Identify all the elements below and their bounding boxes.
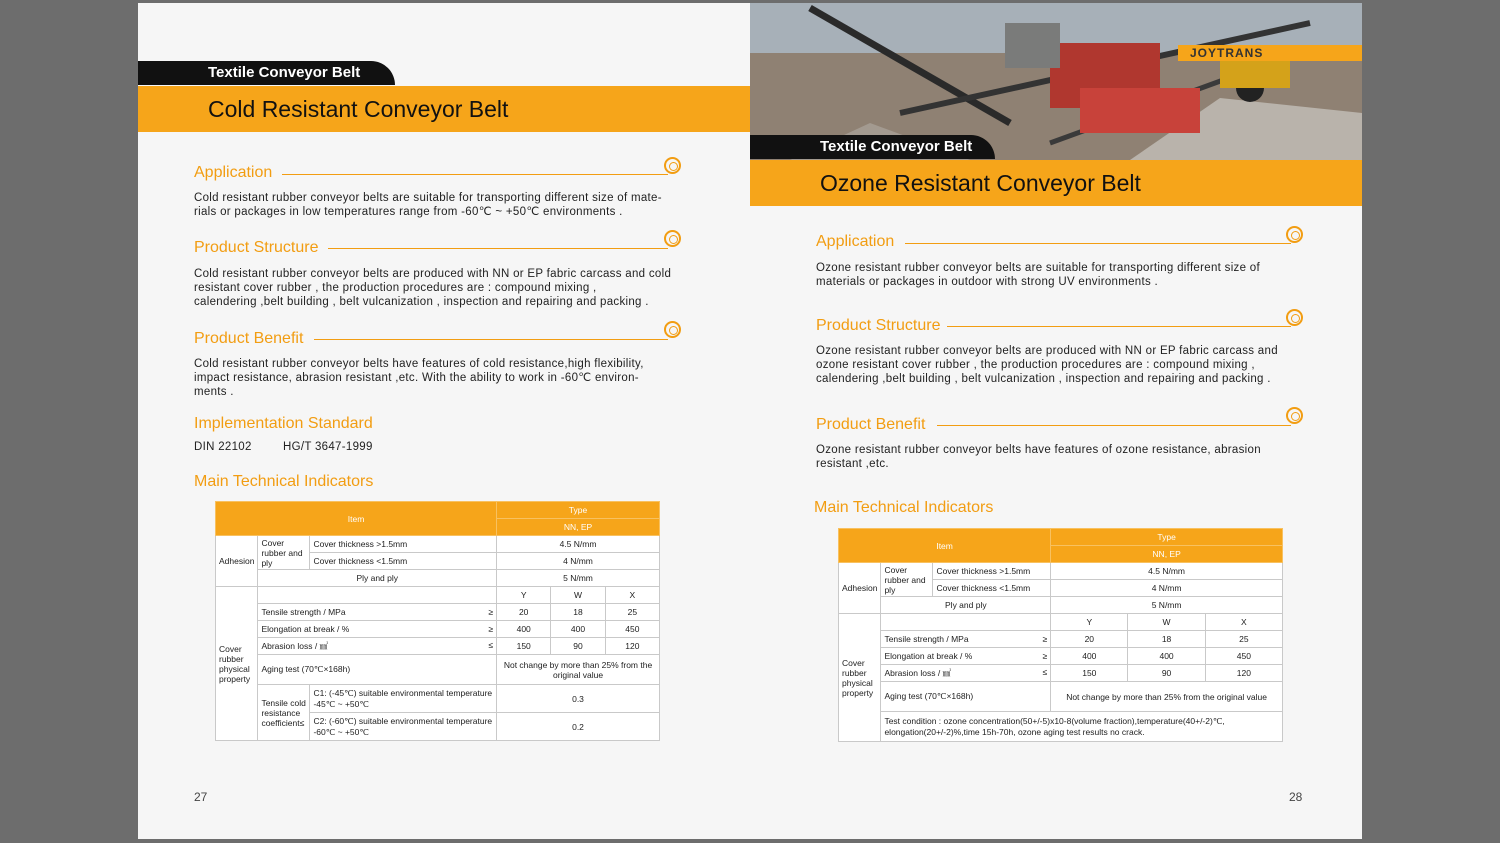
table-cell: X: [1205, 614, 1282, 631]
standard-1: DIN 22102: [194, 441, 252, 453]
table-cell: Not change by more than 25% from the original value: [497, 655, 660, 685]
spiral-icon: [1286, 407, 1303, 424]
cell-label: Abrasion loss / ㎣: [884, 668, 952, 678]
structure-text: [816, 344, 1304, 387]
table-cell: Cover thickness <1.5mm: [310, 553, 497, 570]
cell-symbol: ≥: [488, 607, 494, 617]
table-cell: 150: [1051, 665, 1128, 682]
table-cell: 25: [605, 604, 659, 621]
table-cell: 5 N/mm: [497, 570, 660, 587]
page-title: Ozone Resistant Conveyor Belt: [750, 160, 1362, 206]
table-cell: [881, 631, 1051, 648]
application-heading: Application: [816, 233, 895, 250]
standard-2: HG/T 3647-1999: [283, 441, 373, 453]
table-cell: 4.5 N/mm: [497, 536, 660, 553]
table-cell: 4 N/mm: [1051, 580, 1283, 597]
text-line: Cold resistant rubber conveyor belts are suitable for transporting different size of mate-: [194, 192, 662, 204]
text-line: resistant cover rubber , the production procedures are : compound mixing ,: [194, 282, 597, 295]
text-line: resistant ,etc.: [816, 458, 889, 471]
cell-symbol: ≤: [1042, 667, 1048, 677]
text-line: ozone resistant cover rubber , the production procedures are : compound mixing ,: [816, 359, 1255, 372]
table-cell: Cover rubber and ply: [881, 563, 933, 597]
page-28: [750, 3, 1362, 839]
heading-rule: [905, 243, 1291, 244]
table-cell: Cover rubber physical property: [216, 587, 258, 741]
table-cell: 450: [605, 621, 659, 638]
table-header-item: Item: [216, 502, 497, 536]
text-line: Cold resistant rubber conveyor belts are produced with NN or EP fabric carcass and cold: [194, 268, 672, 280]
page-title: Cold Resistant Conveyor Belt: [138, 86, 750, 132]
text-line: Ozone resistant rubber conveyor belts are produced with NN or EP fabric carcass and: [816, 345, 1278, 357]
indicators-heading: Main Technical Indicators: [814, 499, 994, 516]
table-header-type: Type: [1051, 529, 1283, 546]
table-cell: 18: [1128, 631, 1205, 648]
heading-rule: [282, 174, 668, 175]
table-header-material: NN, EP: [1051, 546, 1283, 563]
table-cell: W: [1128, 614, 1205, 631]
cell-symbol: ≥: [1042, 634, 1048, 644]
table-cell: Adhesion: [216, 536, 258, 587]
text-line: materials or packages in outdoor with strong UV environments .: [816, 276, 1159, 289]
heading-rule: [314, 339, 668, 340]
table-cell: 90: [551, 638, 605, 655]
section-tab: Textile Conveyor Belt: [138, 61, 395, 85]
table-cell: [881, 648, 1051, 665]
heading-rule: [328, 248, 668, 249]
table-cell: Cover thickness <1.5mm: [933, 580, 1051, 597]
table-cell: 20: [1051, 631, 1128, 648]
table-header-material: NN, EP: [497, 519, 660, 536]
table-cell: 400: [1051, 648, 1128, 665]
cell-label: Tensile strength / MPa: [261, 607, 346, 617]
table-cell: Not change by more than 25% from the original value: [1051, 682, 1283, 712]
table-cell: Cover thickness >1.5mm: [310, 536, 497, 553]
table-cell: C2: (-60℃) suitable environmental temperature -60℃ ~ +50℃: [310, 713, 497, 741]
cell-label: Tensile strength / MPa: [884, 634, 969, 644]
table-cell: Y: [1051, 614, 1128, 631]
text-line: calendering ,belt building , belt vulcanization , inspection and repairing and packing .: [194, 296, 649, 309]
page-number: 28: [1289, 790, 1303, 804]
benefit-heading: Product Benefit: [194, 330, 304, 347]
table-cell: C1: (-45℃) suitable environmental temperature -45℃ ~ +50℃: [310, 685, 497, 713]
spiral-icon: [664, 230, 681, 247]
benefit-text: [816, 443, 1304, 471]
application-heading: Application: [194, 164, 273, 181]
heading-rule: [947, 326, 1291, 327]
table-header-item: Item: [839, 529, 1051, 563]
page-number: 27: [194, 790, 208, 804]
text-line: impact resistance, abrasion resistant ,etc. With the ability to work in -60℃ environ-: [194, 372, 639, 385]
heading-rule: [937, 425, 1291, 426]
text-line: Ozone resistant rubber conveyor belts have features of ozone resistance, abrasion: [816, 444, 1261, 456]
cell-symbol: ≥: [1042, 651, 1048, 661]
table-cell: 400: [497, 621, 551, 638]
table-cell: Aging test (70℃×168h): [258, 655, 497, 685]
table-cell: 5 N/mm: [1051, 597, 1283, 614]
cell-label: Abrasion loss / ㎣: [261, 641, 329, 651]
application-text: [194, 191, 682, 219]
text-line: rials or packages in low temperatures range from -60℃ ~ +50℃ environments .: [194, 206, 623, 219]
table-cell: 90: [1128, 665, 1205, 682]
structure-heading: Product Structure: [194, 239, 319, 256]
text-line: Ozone resistant rubber conveyor belts are suitable for transporting different size of: [816, 262, 1260, 274]
table-cell: 20: [497, 604, 551, 621]
table-cell: 400: [551, 621, 605, 638]
table-cell: [258, 621, 497, 638]
structure-text: [194, 267, 682, 310]
table-cell: 0.3: [497, 685, 660, 713]
table-cell: 450: [1205, 648, 1282, 665]
table-cell: [258, 587, 497, 604]
table-cell: 18: [551, 604, 605, 621]
table-cell: Ply and ply: [258, 570, 497, 587]
table-cell: 4 N/mm: [497, 553, 660, 570]
table-cell: W: [551, 587, 605, 604]
table-cell: Aging test (70℃×168h): [881, 682, 1051, 712]
brand-logo: JOYTRANS: [1178, 45, 1362, 61]
brochure-spread: [138, 3, 1362, 839]
text-line: ments .: [194, 386, 234, 399]
spiral-icon: [1286, 309, 1303, 326]
cell-label: Elongation at break / %: [261, 624, 350, 634]
benefit-heading: Product Benefit: [816, 416, 926, 433]
cell-label: Elongation at break / %: [884, 651, 973, 661]
benefit-text: [194, 357, 682, 400]
table-cell: [881, 665, 1051, 682]
structure-heading: Product Structure: [816, 317, 941, 334]
cell-symbol: ≥: [488, 624, 494, 634]
spiral-icon: [664, 321, 681, 338]
table-cell: Ply and ply: [881, 597, 1051, 614]
table-cell: 25: [1205, 631, 1282, 648]
text-line: Cold resistant rubber conveyor belts have features of cold resistance,high flexibility,: [194, 358, 644, 370]
table-cell: 120: [605, 638, 659, 655]
table-cell: 120: [1205, 665, 1282, 682]
table-cell: [881, 614, 1051, 631]
technical-table: [838, 528, 1283, 742]
table-cell: Y: [497, 587, 551, 604]
indicators-heading: Main Technical Indicators: [194, 473, 374, 490]
table-cell: Cover thickness >1.5mm: [933, 563, 1051, 580]
table-cell: Test condition : ozone concentration(50+/-5)x10-8(volume fraction),temperature(40+/-2)℃, elongation(20+/-2)%,time 15h-70h, ozone aging test results no crack.: [881, 712, 1283, 742]
table-cell: 400: [1128, 648, 1205, 665]
spiral-icon: [664, 157, 681, 174]
standard-heading: Implementation Standard: [194, 415, 373, 432]
table-cell: X: [605, 587, 659, 604]
table-cell: Cover rubber and ply: [258, 536, 310, 570]
spiral-icon: [1286, 226, 1303, 243]
page-27: [138, 3, 750, 839]
cell-symbol: ≤: [488, 640, 494, 650]
table-cell: [258, 604, 497, 621]
table-cell: 150: [497, 638, 551, 655]
technical-table: [215, 501, 660, 741]
table-cell: Cover rubber physical property: [839, 614, 881, 742]
table-cell: 4.5 N/mm: [1051, 563, 1283, 580]
section-tab: Textile Conveyor Belt: [750, 135, 995, 159]
table-cell: [258, 638, 497, 655]
table-header-type: Type: [497, 502, 660, 519]
table-cell: Adhesion: [839, 563, 881, 614]
application-text: [816, 261, 1304, 289]
table-cell: Tensile cold resistance coefficient≤: [258, 685, 310, 741]
table-cell: 0.2: [497, 713, 660, 741]
text-line: calendering ,belt building , belt vulcanization , inspection and repairing and packing .: [816, 373, 1271, 386]
